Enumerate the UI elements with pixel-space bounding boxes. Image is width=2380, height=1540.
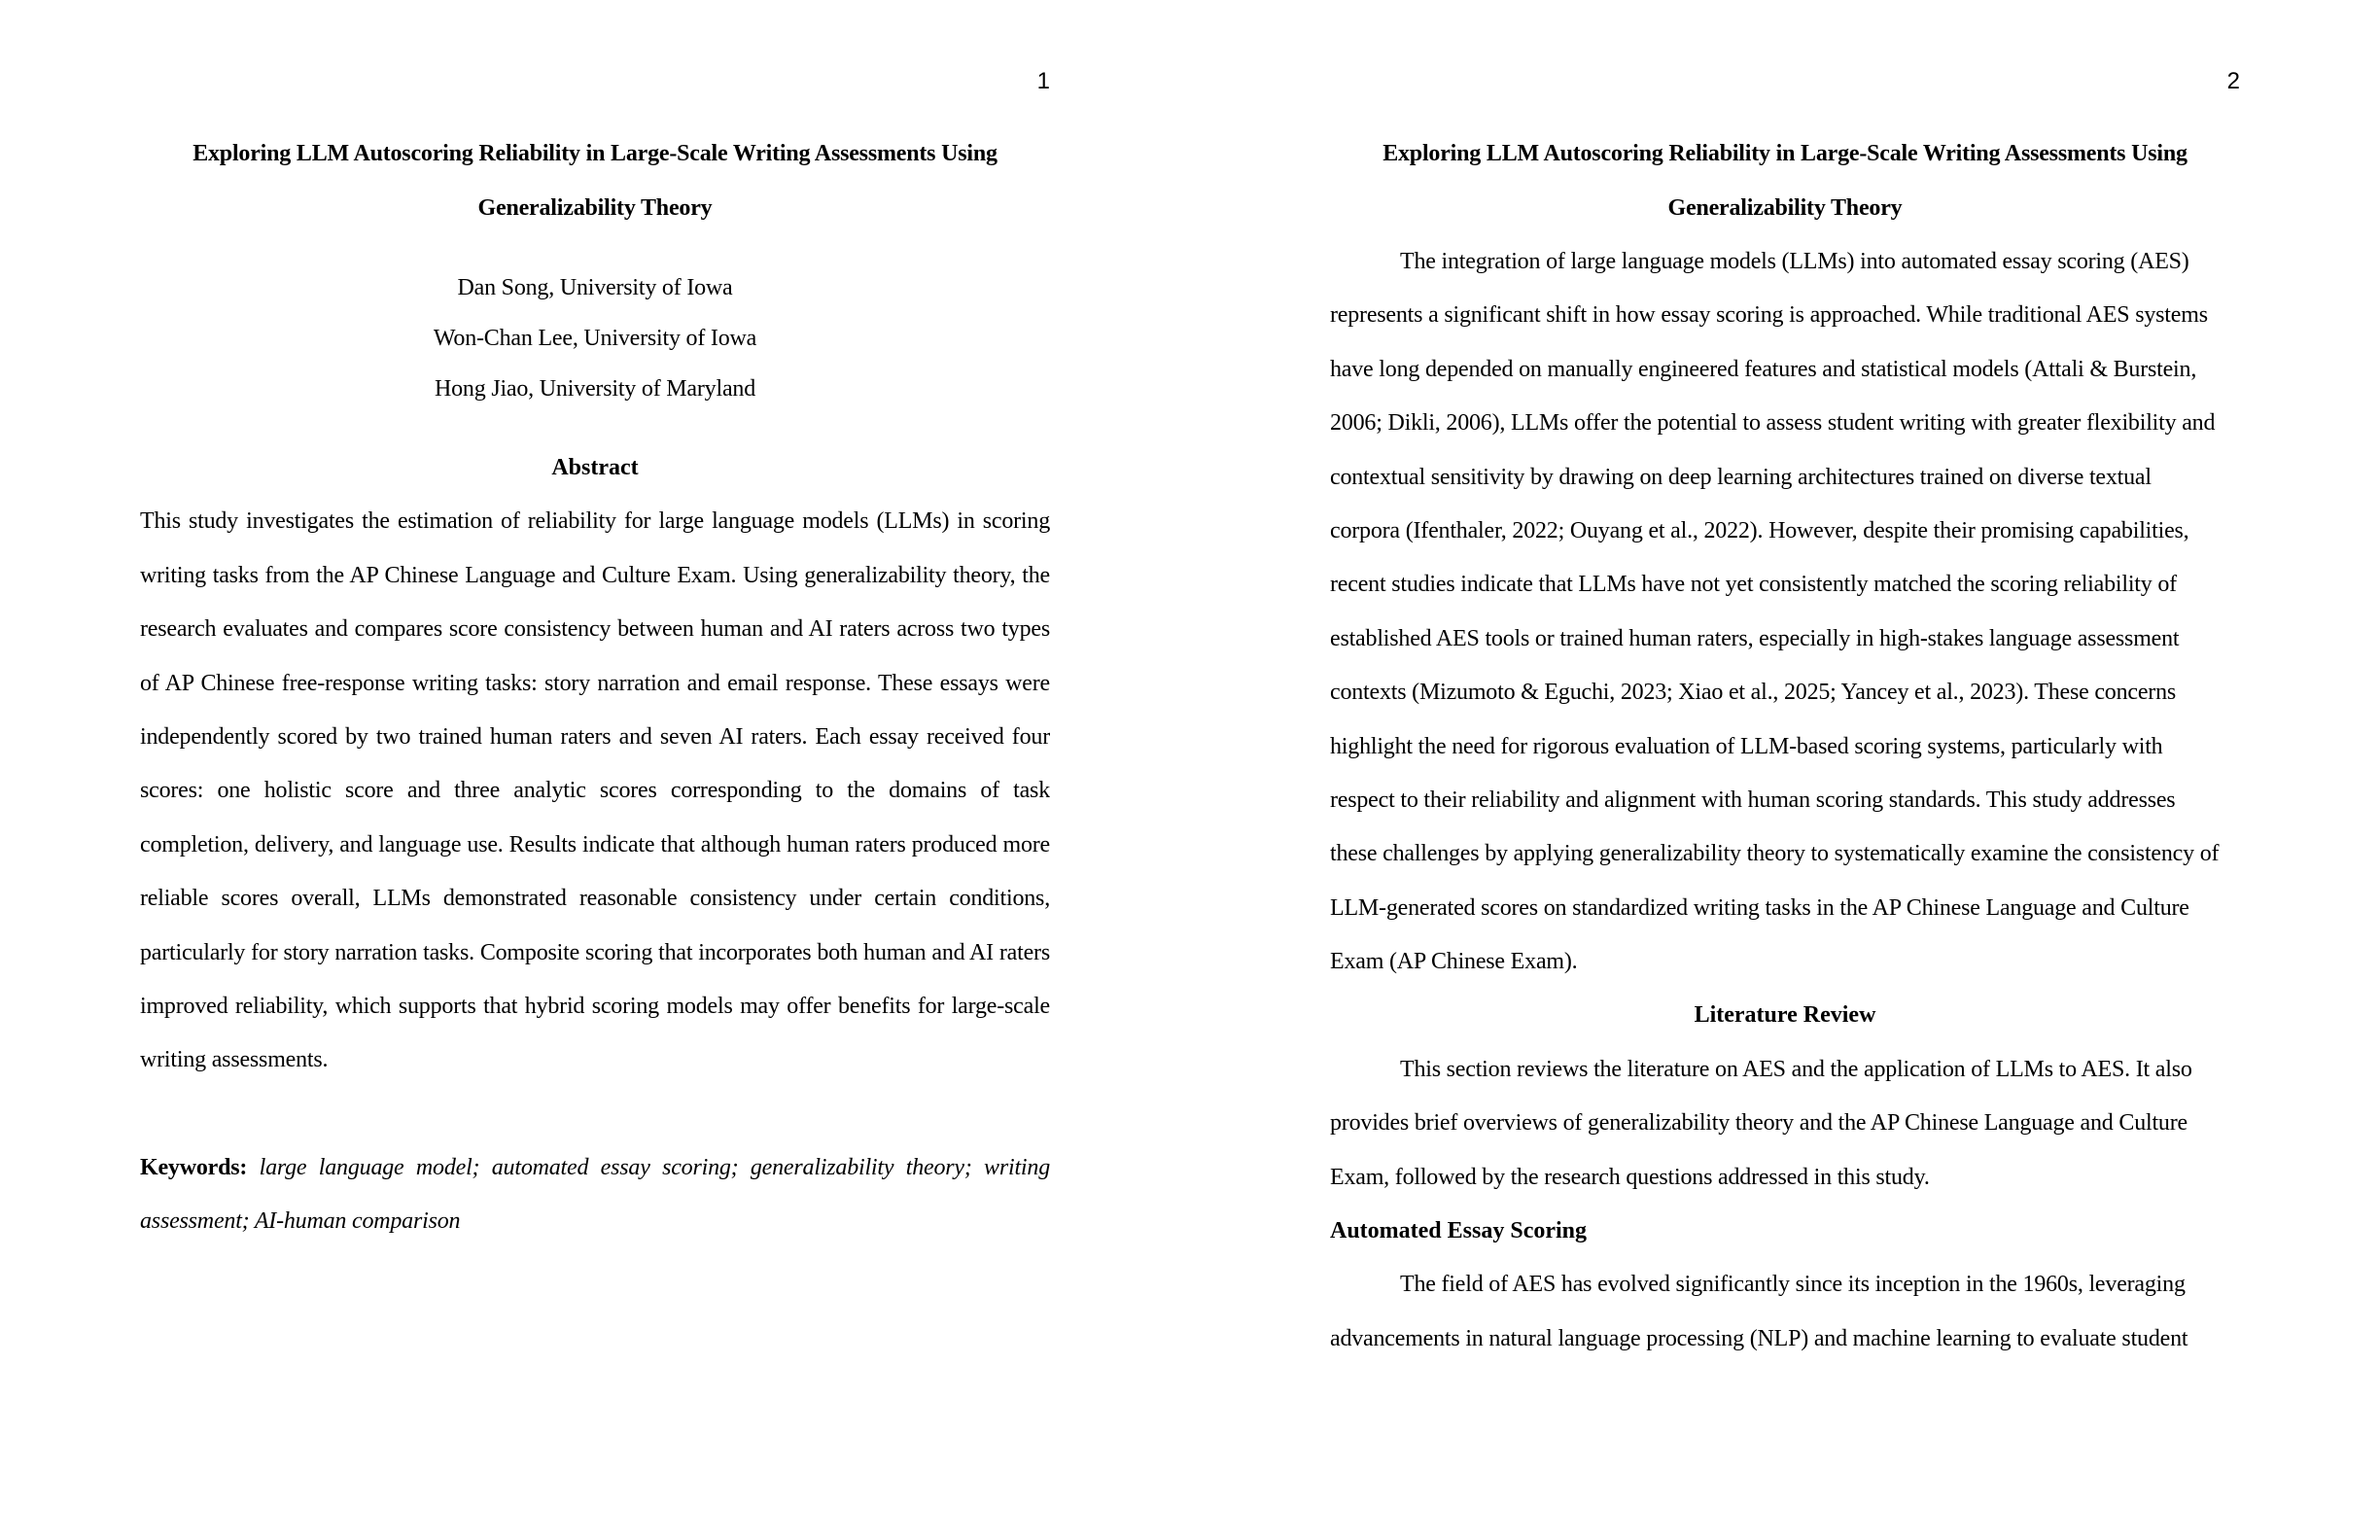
- abstract-paragraph: [140, 495, 1050, 1087]
- text-line: highlight the need for rigorous evaluation of LLM-based scoring systems, particularly with: [1330, 733, 2163, 759]
- manuscript-page-2: [1190, 0, 2380, 1540]
- text-line: provides brief overviews of generalizability theory and the AP Chinese Language and Culture: [1330, 1110, 2188, 1137]
- text-line: recent studies indicate that LLMs have not yet consistently matched the scoring reliability of: [1330, 572, 2177, 598]
- automated-essay-scoring-heading: Automated Essay Scoring: [1330, 1218, 1588, 1244]
- text-line: Exploring LLM Autoscoring Reliability in Large-Scale Writing Assessments Using: [192, 141, 998, 166]
- text-line: contexts (Mizumoto & Eguchi, 2023; Xiao et al., 2025; Yancey et al., 2023). These concerns: [1330, 680, 2177, 706]
- text-line: writing tasks from the AP Chinese Language and Culture Exam. Using generalizability theory, the: [140, 562, 1050, 588]
- introduction-paragraph: [1330, 235, 2240, 989]
- text-line: reliable scores overall, LLMs demonstrated reasonable consistency under certain conditions,: [140, 886, 1050, 912]
- keywords-line-1: [140, 1141, 1050, 1195]
- text-line: scores: one holistic score and three analytic scores corresponding to the domains of task: [140, 778, 1050, 804]
- text-line: writing assessments.: [140, 1047, 329, 1073]
- page-1-content: [140, 126, 1050, 1249]
- text-line: 2006; Dikli, 2006), LLMs offer the potential to assess student writing with greater flexibility and: [1330, 410, 2216, 437]
- text-line: have long depended on manually engineered features and statistical models (Attali & Burstein,: [1330, 356, 2197, 382]
- text-line: Hong Jiao, University of Maryland: [434, 376, 755, 402]
- text-line: of AP Chinese free-response writing tasks: story narration and email response. These essays were: [140, 670, 1050, 696]
- text-line: Won-Chan Lee, University of Iowa: [433, 326, 757, 351]
- page-number: 1: [1036, 68, 1050, 94]
- text-line: Generalizability Theory: [477, 195, 713, 221]
- text-line: independently scored by two trained human raters and seven AI raters. Each essay received four: [140, 723, 1050, 750]
- keywords-text-1: large language model; automated essay scoring; generalizability theory; writing: [247, 1155, 1050, 1181]
- text-line: established AES tools or trained human raters, especially in high-stakes language assessment: [1330, 625, 2180, 651]
- text-line: Dan Song, University of Iowa: [457, 275, 733, 300]
- text-line: improved reliability, which supports that hybrid scoring models may offer benefits for large-scale: [140, 993, 1050, 1019]
- text-line: respect to their reliability and alignment with human scoring standards. This study addresses: [1330, 787, 2176, 813]
- text-line: Generalizability Theory: [1667, 195, 1903, 221]
- text-line: The field of AES has evolved significantly since its inception in the 1960s, leveraging: [1400, 1272, 2186, 1298]
- keywords-label: Keywords:: [140, 1155, 248, 1181]
- text-line: contextual sensitivity by drawing on deep learning architectures trained on diverse textual: [1330, 464, 2152, 490]
- literature-review-paragraph: [1330, 1043, 2240, 1205]
- text-line: completion, delivery, and language use. Results indicate that although human raters produced more: [140, 831, 1050, 858]
- text-line: these challenges by applying generalizability theory to systematically examine the consistency of: [1330, 841, 2220, 867]
- keywords-line-2: assessment; AI-human comparison: [140, 1208, 461, 1235]
- keywords-block: [140, 1141, 1050, 1249]
- text-line: Exploring LLM Autoscoring Reliability in Large-Scale Writing Assessments Using: [1382, 141, 2188, 166]
- text-line: research evaluates and compares score consistency between human and AI raters across two types: [140, 616, 1050, 643]
- text-line: Exam, followed by the research questions addressed in this study.: [1330, 1164, 1930, 1190]
- text-line: corpora (Ifenthaler, 2022; Ouyang et al., 2022). However, despite their promising capabilities,: [1330, 517, 2189, 543]
- running-title: [1330, 126, 2240, 235]
- text-line: LLM-generated scores on standardized writing tasks in the AP Chinese Language and Culture: [1330, 894, 2189, 921]
- text-line: The integration of large language models (LLMs) into automated essay scoring (AES): [1400, 249, 2189, 274]
- author-list: [140, 262, 1050, 414]
- paper-title: [140, 126, 1050, 235]
- text-line: This study investigates the estimation of reliability for large language models (LLMs) in scoring: [140, 508, 1050, 535]
- abstract-heading: Abstract: [551, 455, 639, 480]
- text-line: advancements in natural language processing (NLP) and machine learning to evaluate student: [1330, 1325, 2188, 1351]
- text-line: represents a significant shift in how essay scoring is approached. While traditional AES systems: [1330, 302, 2208, 329]
- text-line: particularly for story narration tasks. Composite scoring that incorporates both human and AI raters: [140, 939, 1050, 965]
- literature-review-heading: Literature Review: [1694, 1002, 1876, 1029]
- page-2-content: [1330, 126, 2240, 1366]
- text-line: This section reviews the literature on AES and the application of LLMs to AES. It also: [1400, 1056, 2192, 1082]
- text-line: Exam (AP Chinese Exam).: [1330, 949, 1578, 975]
- page-number: 2: [2226, 68, 2240, 94]
- automated-essay-scoring-paragraph: [1330, 1258, 2240, 1366]
